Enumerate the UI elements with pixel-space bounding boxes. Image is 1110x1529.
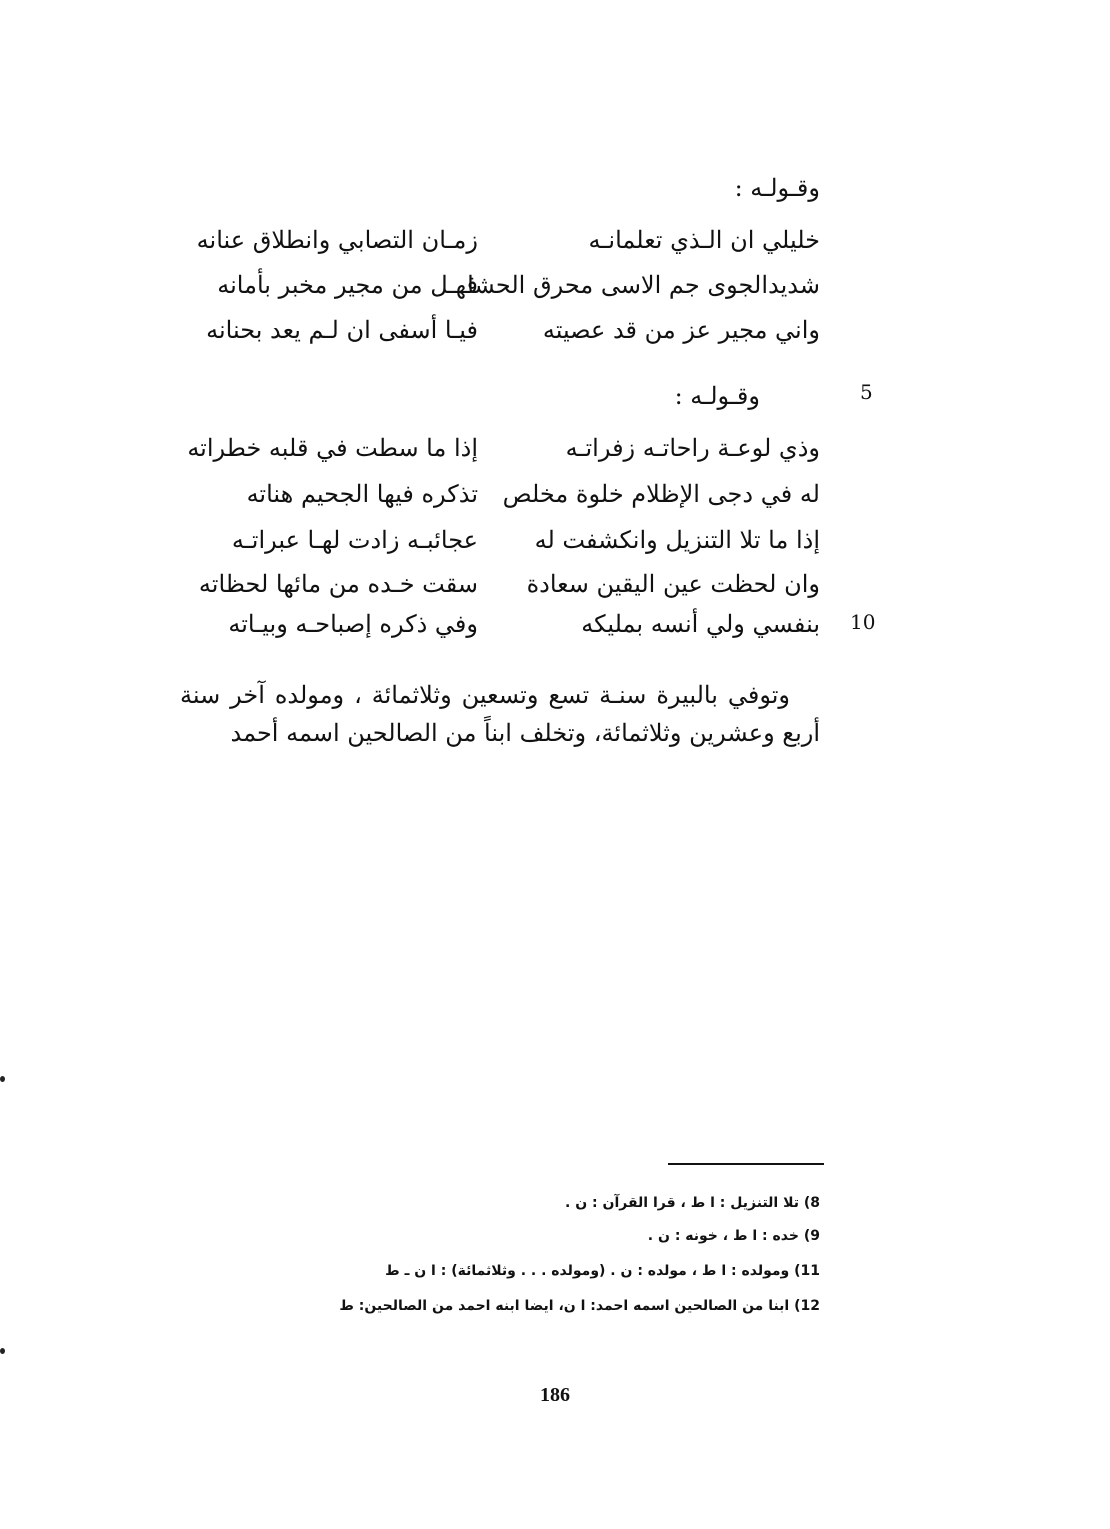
- prose-paragraph: وتوفي بالبيرة سنـة تسع وتسعين وثلاثمائة ، ومولده آخر سنة أربع وعشرين وثلاثمائة، وتخلف ابناً من الصالحين اسمه أحمد: [180, 681, 820, 747]
- footnote-11: 11) ومولده : ا ط ، مولده : ن . (ومولده . . . وثلاثمائة) : ا ن ـ ط: [385, 1263, 820, 1279]
- page-number: 186: [540, 1384, 570, 1406]
- verse-8-first-hemistich: بنفسي ولي أنسه بمليكه: [581, 610, 820, 638]
- verse-3-second-hemistich: فيـا أسفى ان لـم يعد بحنانه: [206, 316, 478, 344]
- verse-1-first-hemistich: خليلي ان الـذي تعلمانـه: [588, 226, 820, 254]
- verse-5-second-hemistich: تذكره فيها الجحيم هناته: [246, 480, 478, 508]
- verse-2-first-hemistich: شديدالجوى جم الاسى محرق الحشا: [467, 271, 820, 299]
- verse-8-second-hemistich: وفي ذكره إصباحـه وبيـاته: [228, 610, 478, 638]
- poem-intro-2: وقـولـه :: [674, 382, 760, 410]
- verse-3-first-hemistich: واني مجير عز من قد عصيته: [542, 316, 820, 344]
- scan-speck: [0, 1348, 5, 1354]
- footnote-separator: [668, 1163, 824, 1165]
- verse-6-second-hemistich: عجائبـه زادت لهـا عبراتـه: [231, 526, 478, 554]
- line-number-5: 5: [860, 380, 873, 404]
- verse-4-first-hemistich: وذي لوعـة راحاتـه زفراتـه: [565, 434, 820, 462]
- verse-6-first-hemistich: إذا ما تلا التنزيل وانكشفت له: [534, 526, 820, 554]
- verse-7-first-hemistich: وان لحظت عين اليقين سعادة: [526, 570, 820, 598]
- verse-4-second-hemistich: إذا ما سطت في قلبه خطراته: [187, 434, 478, 462]
- line-number-10: 10: [850, 610, 876, 634]
- verse-7-second-hemistich: سقت خـده من مائها لحظاته: [198, 570, 478, 598]
- poem-intro-1: وقـولـه :: [734, 174, 820, 202]
- verse-5-first-hemistich: له في دجى الإظلام خلوة مخلص: [502, 480, 820, 508]
- verse-1-second-hemistich: زمـان التصابي وانطلاق عنانه: [196, 226, 478, 254]
- footnote-8: 8) تلا التنزيل : ا ط ، قرا القرآن : ن .: [565, 1195, 820, 1211]
- scan-speck: [0, 1076, 5, 1082]
- footnote-9: 9) خده : ا ط ، خونه : ن .: [647, 1228, 820, 1244]
- footnote-12: 12) ابنا من الصالحين اسمه احمد: ا ن، ايضا ابنه احمد من الصالحين: ط: [339, 1298, 820, 1314]
- verse-2-second-hemistich: فهـل من مجير مخبر بأمانه: [217, 271, 478, 299]
